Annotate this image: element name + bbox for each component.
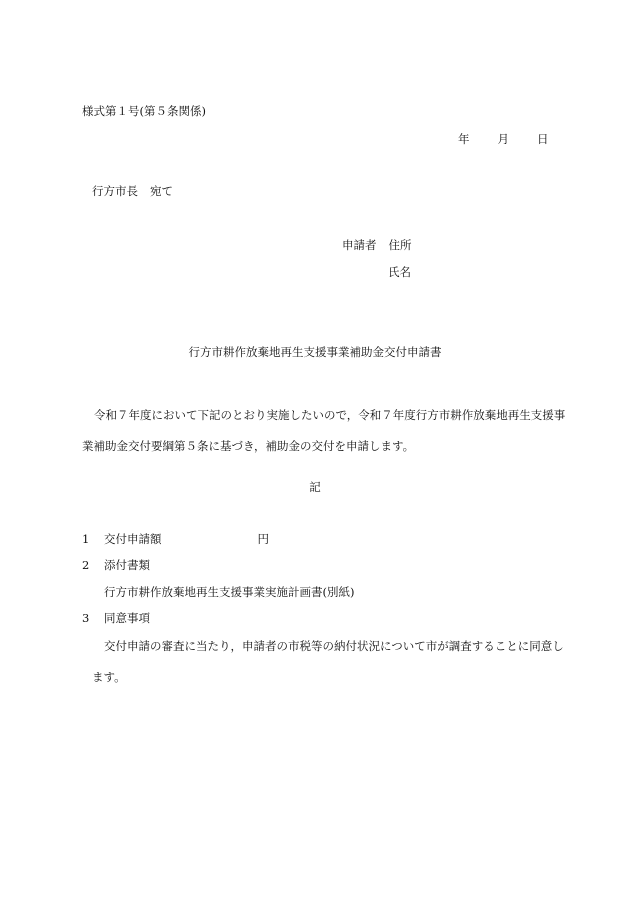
intro-paragraph: 令和７年度において下記のとおり実施したいので，令和７年度行方市耕作放棄地再生支援事業補助金交付要綱第５条に基づき，補助金の交付を申請します。 (82, 408, 566, 453)
ki-heading: 記 (309, 480, 321, 494)
applicant-address-line (342, 240, 412, 252)
date-line (458, 134, 549, 146)
amount-unit: 円 (257, 532, 269, 546)
name-label: 氏名 (388, 265, 411, 279)
date-day-label: 日 (537, 132, 549, 146)
form-number: 様式第１号(第５条関係) (82, 104, 206, 118)
addressee-suffix: 宛て (150, 184, 173, 198)
addressee (92, 186, 173, 198)
applicant-label: 申請者 (342, 238, 377, 252)
date-month-label: 月 (497, 132, 509, 146)
item-consent (82, 613, 150, 625)
attachment-detail: 行方市耕作放棄地再生支援事業実施計画書(別紙) (104, 585, 355, 599)
item-label: 同意事項 (104, 611, 150, 625)
address-label: 住所 (388, 238, 412, 252)
item-number: 1 (82, 532, 90, 546)
item-number: 2 (82, 558, 90, 572)
date-year-label: 年 (458, 132, 470, 146)
item-label: 添付書類 (104, 558, 150, 572)
item-application-amount (82, 534, 269, 546)
consent-detail: 交付申請の審査に当たり，申請者の市税等の納付状況について市が調査することに同意します。 (92, 639, 564, 684)
addressee-name: 行方市長 (92, 184, 138, 198)
item-label: 交付申請額 (104, 532, 162, 546)
item-attachments (82, 560, 150, 572)
item-number: 3 (82, 611, 90, 625)
document-title: 行方市耕作放棄地再生支援事業補助金交付申請書 (188, 345, 442, 359)
